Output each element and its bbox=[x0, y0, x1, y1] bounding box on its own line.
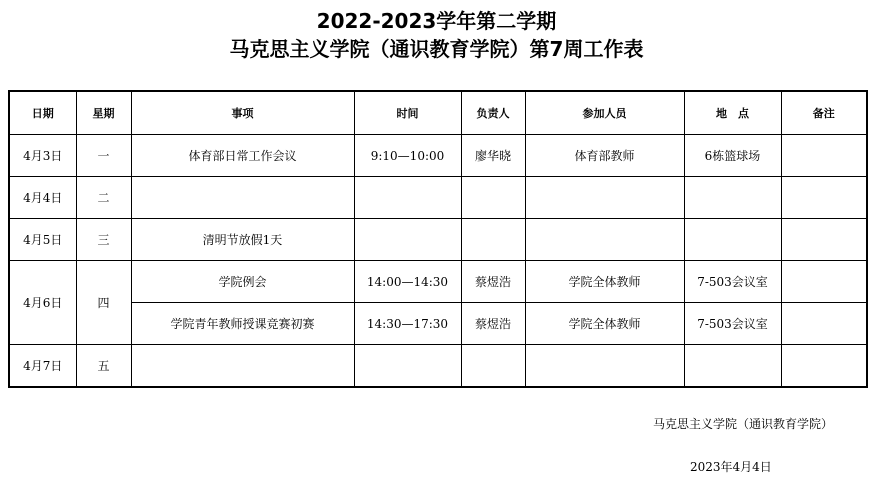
date-cell: 4月6日 bbox=[9, 261, 76, 345]
table-row bbox=[9, 303, 867, 345]
table-row bbox=[9, 135, 867, 177]
owner-cell bbox=[461, 177, 525, 219]
note-cell bbox=[781, 219, 867, 261]
owner-cell: 蔡煜浩 bbox=[461, 261, 525, 303]
weekly-schedule-table bbox=[8, 90, 868, 388]
table-header-row bbox=[9, 91, 867, 135]
page-title-schedule: 马克思主义学院（通识教育学院）第7周工作表 bbox=[229, 37, 644, 61]
weekday-cell: 一 bbox=[76, 135, 131, 177]
location-cell bbox=[684, 345, 781, 388]
participants-cell: 体育部教师 bbox=[525, 135, 684, 177]
participants-cell bbox=[525, 177, 684, 219]
location-cell bbox=[684, 219, 781, 261]
time-cell bbox=[354, 219, 461, 261]
participants-cell: 学院全体教师 bbox=[525, 261, 684, 303]
note-cell bbox=[781, 135, 867, 177]
participants-cell bbox=[525, 219, 684, 261]
participants-cell: 学院全体教师 bbox=[525, 303, 684, 345]
event-cell: 体育部日常工作会议 bbox=[131, 135, 354, 177]
location-cell: 6栋篮球场 bbox=[684, 135, 781, 177]
date-cell: 4月5日 bbox=[9, 219, 76, 261]
table-row bbox=[9, 345, 867, 388]
owner-cell: 蔡煜浩 bbox=[461, 303, 525, 345]
table-row bbox=[9, 177, 867, 219]
owner-cell bbox=[461, 219, 525, 261]
event-cell: 学院青年教师授课竞赛初赛 bbox=[131, 303, 354, 345]
time-cell bbox=[354, 345, 461, 388]
date-cell: 4月4日 bbox=[9, 177, 76, 219]
event-cell: 清明节放假1天 bbox=[131, 219, 354, 261]
weekday-cell: 二 bbox=[76, 177, 131, 219]
location-cell bbox=[684, 177, 781, 219]
time-cell: 14:30—17:30 bbox=[354, 303, 461, 345]
owner-cell: 廖华晓 bbox=[461, 135, 525, 177]
event-cell bbox=[131, 177, 354, 219]
note-cell bbox=[781, 303, 867, 345]
owner-cell bbox=[461, 345, 525, 388]
date-cell: 4月3日 bbox=[9, 135, 76, 177]
column-header-note: 备注 bbox=[781, 91, 867, 135]
time-cell: 14:00—14:30 bbox=[354, 261, 461, 303]
weekday-cell: 三 bbox=[76, 219, 131, 261]
weekday-cell: 五 bbox=[76, 345, 131, 388]
column-header-event: 事项 bbox=[131, 91, 354, 135]
issue-date: 2023年4月4日 bbox=[690, 460, 772, 474]
table-row bbox=[9, 261, 867, 303]
event-cell bbox=[131, 345, 354, 388]
event-cell: 学院例会 bbox=[131, 261, 354, 303]
note-cell bbox=[781, 261, 867, 303]
location-cell: 7-503会议室 bbox=[684, 303, 781, 345]
participants-cell bbox=[525, 345, 684, 388]
location-cell: 7-503会议室 bbox=[684, 261, 781, 303]
column-header-owner: 负责人 bbox=[461, 91, 525, 135]
note-cell bbox=[781, 177, 867, 219]
table-row bbox=[9, 219, 867, 261]
column-header-location: 地 点 bbox=[684, 91, 781, 135]
date-cell: 4月7日 bbox=[9, 345, 76, 388]
column-header-participants: 参加人员 bbox=[525, 91, 684, 135]
time-cell bbox=[354, 177, 461, 219]
column-header-time: 时间 bbox=[354, 91, 461, 135]
column-header-date: 日期 bbox=[9, 91, 76, 135]
issuer-signature: 马克思主义学院（通识教育学院） bbox=[652, 417, 833, 431]
column-header-weekday: 星期 bbox=[76, 91, 131, 135]
page-title-term: 2022-2023学年第二学期 bbox=[316, 9, 557, 33]
note-cell bbox=[781, 345, 867, 388]
weekday-cell: 四 bbox=[76, 261, 131, 345]
time-cell: 9:10—10:00 bbox=[354, 135, 461, 177]
